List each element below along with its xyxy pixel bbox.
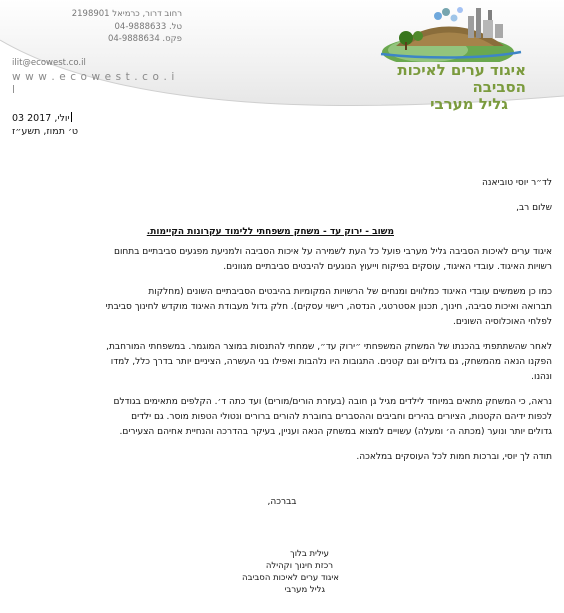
fax: פקס. 04-9888634 <box>107 34 182 45</box>
organization-name <box>364 62 526 113</box>
signature-block <box>242 548 339 596</box>
signature-name: עילית בלוך <box>290 549 329 559</box>
phone: טל. 04-9888633 <box>114 21 182 32</box>
paragraph-line: לכפות ידיהם הקטנות, הציורים בהירים וחביבים וההסברים בחוברת להורים ברורים ונטולי הטפות מוסר. גם ילדים <box>131 412 552 422</box>
text-cursor <box>71 112 72 122</box>
signature-region: גליל מערבי <box>284 585 325 595</box>
closing: בברכה, <box>267 497 297 507</box>
paragraph-line: לאחר שהשתתפתי בהכנתו של המשחק המשפחתי ״ירוק עד״, שמחתי להתנסות במוצר המוגמר. במשפחתי המורחבת, <box>106 342 552 352</box>
address: רחוב דרור, כרמיאל 2198901 <box>71 9 182 19</box>
paragraph-line: איגוד ערים לאיכות הסביבה גליל מערבי פועל כל העת לשמירה על איכות הסביבה ולמניעת מפגעים סביבתיים בתחום <box>114 247 552 257</box>
paragraph-line: רשויות האיגוד. עובדי האיגוד, עוסקים בפיקוח וייעוץ הנוגעים להיבטים סביבתיים מגוונים. <box>223 262 552 272</box>
thanks-line: תודה לך יוסי, וברכות חמות לכל העוסקים במלאכה. <box>356 452 552 462</box>
subject-line: משוב - ירוק עד - משחק משפחתי ללימוד עקרונות הקיימות. <box>146 227 394 237</box>
contact-block <box>12 8 182 97</box>
paragraph-line: גדולים יותר ונוער (מכתה ה׳ ומעלה) עשויים למצוא במשחק הנאה ועניין, בעיקר בהדרכה והנחיית אחיהם הצעירים. <box>119 427 552 437</box>
paragraph-line: לפלחי האוכלוסיה השונים. <box>452 317 552 327</box>
signature-org: איגוד ערים לאיכות הסביבה <box>242 573 339 583</box>
recipient: לד״ר יוסי טוביאנה <box>482 178 552 188</box>
paragraph-line: כמו כן משמשים עובדי האיגוד כמלווים ומנחים של הרשויות המקומיות בהיבטים הסביבתיים השונים (מחלקות <box>148 287 552 297</box>
signature-title: רכזת חינוך וקהילה <box>265 561 333 571</box>
date-block <box>12 112 78 138</box>
org-name-line1: איגוד ערים לאיכות הסביבה <box>397 61 526 96</box>
org-name-line2: גליל מערבי <box>430 95 508 113</box>
date-hebrew: ט׳ תמוז, תשע״ז <box>12 126 79 137</box>
email: ilit@ecowest.co.il <box>12 57 86 68</box>
website: w w w . e c o w e s t . c o . i l <box>12 71 175 96</box>
paragraph-line: נראה, כי המשחק מתאים במיוחד לילדים מגיל גן חובה (בעזרת הורים/מורים) ועד כתה ד׳. הקלפים מתאימים בגודלם <box>113 397 552 407</box>
date-gregorian: 03 יולי, 2017 <box>12 113 70 124</box>
paragraph-line: הפקנו הנאה מהמשחק, גם גדולים וגם קטנים. התגובות היו נלהבות ואפילו בני העשרה, הציניים יותר בדרך כלל, למדו <box>110 357 552 367</box>
paragraph-line: ונהנו. <box>531 372 552 382</box>
greeting: שלום רב, <box>516 203 552 213</box>
paragraph-line: תברואה ואיכות סביבה, חינוך, תכנון אסטרטגי, הנדסה, רישוי עסקים). חלק גדול מעבודת האיגוד מוקדש לחינוך סביבתי <box>105 302 552 312</box>
logo-icon <box>376 2 526 62</box>
